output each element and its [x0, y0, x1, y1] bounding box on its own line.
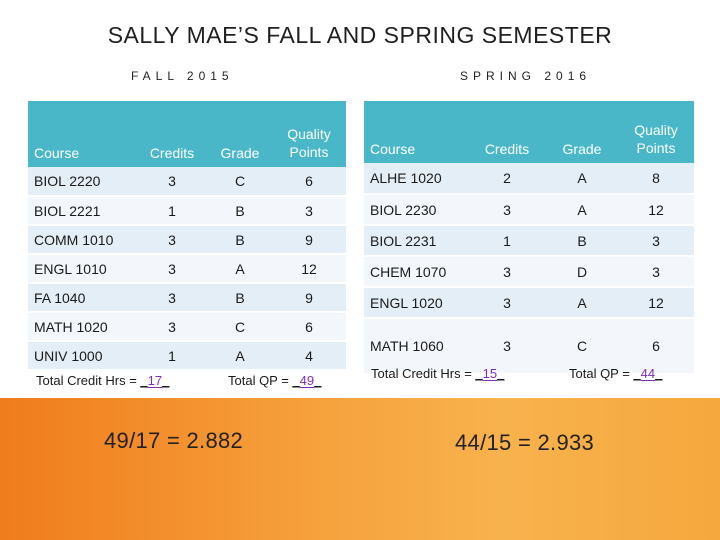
fall-grades-table [28, 101, 346, 371]
fall-total-credit-hrs: Total Credit Hrs = _17_ [36, 373, 170, 388]
credits-cell: 1 [136, 341, 208, 370]
grade-cell: C [208, 167, 272, 196]
course-cell: BIOL 2220 [28, 167, 136, 196]
quality-points-cell: 4 [272, 341, 346, 370]
quality-points-cell: 6 [272, 312, 346, 341]
total-credit-hrs-value: 17 [147, 373, 163, 388]
table-row [28, 196, 346, 225]
course-cell: MATH 1060 [364, 318, 468, 374]
fall-semester-label: FALL 2015 [131, 69, 234, 83]
course-cell: MATH 1020 [28, 312, 136, 341]
fall-total-qp: Total QP = _49_ [228, 373, 322, 388]
credits-cell: 3 [136, 283, 208, 312]
credits-cell: 3 [136, 225, 208, 254]
header-grade: Grade [208, 101, 272, 167]
table-row [28, 283, 346, 312]
table-row [364, 194, 694, 225]
grade-cell: B [208, 283, 272, 312]
header-grade: Grade [546, 101, 618, 163]
spring-total-credit-hrs: Total Credit Hrs = _15_ [371, 366, 505, 381]
quality-points-cell: 12 [618, 287, 694, 318]
header-credits: Credits [468, 101, 546, 163]
total-credit-hrs-value: 15 [482, 366, 498, 381]
table-row [364, 163, 694, 194]
quality-points-cell: 9 [272, 283, 346, 312]
grade-cell: C [546, 318, 618, 374]
table-header-row [28, 101, 346, 167]
quality-points-cell: 12 [618, 194, 694, 225]
grade-cell: B [208, 196, 272, 225]
credits-cell: 3 [136, 254, 208, 283]
credits-cell: 3 [468, 256, 546, 287]
table-row [28, 167, 346, 196]
credits-cell: 3 [136, 167, 208, 196]
quality-points-cell: 6 [618, 318, 694, 374]
grade-cell: D [546, 256, 618, 287]
spring-grades-table [364, 101, 694, 375]
total-qp-value: 49 [299, 373, 315, 388]
quality-points-cell: 8 [618, 163, 694, 194]
grade-cell: B [546, 225, 618, 256]
header-quality-points: Quality Points [272, 101, 346, 167]
course-cell: BIOL 2221 [28, 196, 136, 225]
fall-gpa-calculation: 49/17 = 2.882 [104, 428, 244, 453]
credits-cell: 3 [136, 312, 208, 341]
course-cell: BIOL 2230 [364, 194, 468, 225]
total-credit-hrs-label: Total Credit Hrs = [371, 366, 476, 381]
total-qp-value: 44 [640, 366, 656, 381]
grade-cell: A [208, 341, 272, 370]
table-row [28, 225, 346, 254]
total-qp-label: Total QP = [569, 366, 634, 381]
course-cell: BIOL 2231 [364, 225, 468, 256]
course-cell: ENGL 1010 [28, 254, 136, 283]
table-row [364, 256, 694, 287]
header-credits: Credits [136, 101, 208, 167]
quality-points-cell: 6 [272, 167, 346, 196]
credits-cell: 3 [468, 287, 546, 318]
table-row [28, 341, 346, 370]
spring-semester-label: SPRING 2016 [460, 69, 592, 83]
grade-cell: B [208, 225, 272, 254]
grade-cell: A [546, 163, 618, 194]
quality-points-cell: 3 [618, 225, 694, 256]
credits-cell: 1 [136, 196, 208, 225]
credits-cell: 3 [468, 318, 546, 374]
spring-gpa-calculation: 44/15 = 2.933 [455, 430, 595, 455]
course-cell: CHEM 1070 [364, 256, 468, 287]
page-title: SALLY MAE’S FALL AND SPRING SEMESTER [107, 22, 613, 48]
table-row [28, 312, 346, 341]
table-row [364, 287, 694, 318]
table-row [364, 225, 694, 256]
grade-cell: C [208, 312, 272, 341]
grade-cell: A [208, 254, 272, 283]
header-course: Course [364, 101, 468, 163]
total-qp-label: Total QP = [228, 373, 293, 388]
course-cell: UNIV 1000 [28, 341, 136, 370]
credits-cell: 1 [468, 225, 546, 256]
course-cell: ENGL 1020 [364, 287, 468, 318]
quality-points-cell: 12 [272, 254, 346, 283]
course-cell: COMM 1010 [28, 225, 136, 254]
course-cell: FA 1040 [28, 283, 136, 312]
quality-points-cell: 3 [618, 256, 694, 287]
credits-cell: 2 [468, 163, 546, 194]
credits-cell: 3 [468, 194, 546, 225]
quality-points-cell: 9 [272, 225, 346, 254]
header-course: Course [28, 101, 136, 167]
grade-cell: A [546, 287, 618, 318]
table-header-row [364, 101, 694, 163]
table-row [28, 254, 346, 283]
footer-band [0, 398, 720, 540]
quality-points-cell: 3 [272, 196, 346, 225]
header-quality-points: Quality Points [618, 101, 694, 163]
grade-cell: A [546, 194, 618, 225]
total-credit-hrs-label: Total Credit Hrs = [36, 373, 141, 388]
spring-total-qp: Total QP = _44_ [569, 366, 663, 381]
course-cell: ALHE 1020 [364, 163, 468, 194]
